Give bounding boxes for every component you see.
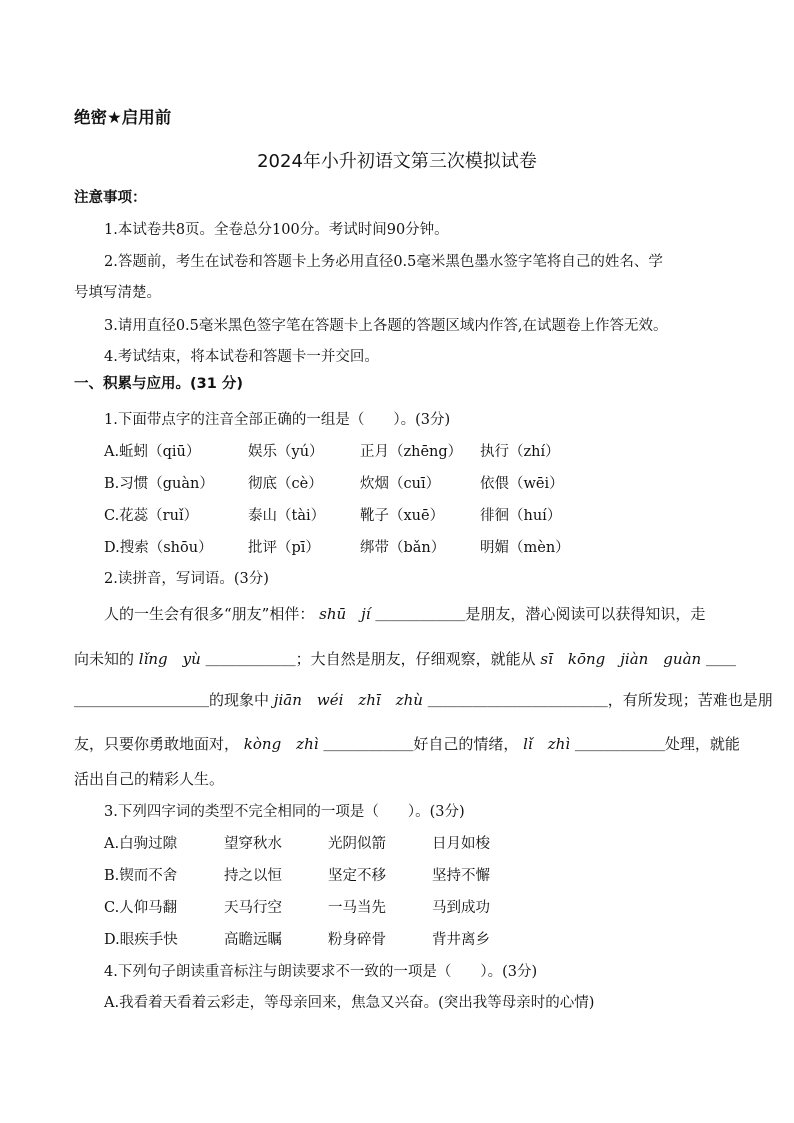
option-cell: 绑带（bǎn） — [360, 540, 446, 556]
question-2-line — [74, 733, 740, 754]
notes-heading: 注意事项： — [74, 190, 147, 206]
question-1-stem: 1.下面带点字的注音全部正确的一组是（ ）。(3分) — [104, 412, 451, 428]
option-cell: 彻底（cè） — [248, 476, 323, 492]
option-cell: B.锲而不舍 — [104, 868, 178, 884]
note-item: 4.考试结束，将本试卷和答题卡一并交回。 — [104, 349, 379, 365]
section-heading: 一、积累与应用。(31 分) — [74, 376, 243, 392]
option-cell: 粉身碎骨 — [328, 932, 386, 948]
text-run: 向未知的 — [74, 650, 135, 668]
option-cell: 望穿秋水 — [224, 836, 282, 852]
question-4-stem: 4.下列句子朗读重音标注与朗读要求不一致的一项是（ ）。(3分) — [104, 964, 538, 980]
text-run: ＿＿＿＿＿＿；大自然是朋友，仔细观察，就能从 — [205, 650, 536, 668]
option-cell: 依偎（wēi） — [480, 476, 564, 492]
note-item: 1.本试卷共8页。全卷总分100分。考试时间90分钟。 — [104, 222, 449, 238]
page-title: 2024年小升初语文第三次模拟试卷 — [257, 151, 537, 172]
pinyin-prompt: kòng zhì — [243, 735, 319, 753]
pinyin-prompt: sī kōng jiàn guàn — [540, 650, 702, 668]
question-4-option-a: A.我看着天看着云彩走，等母亲回来，焦急又兴奋。(突出我等母亲时的心情) — [104, 995, 595, 1011]
option-cell: 光阴似箭 — [328, 836, 386, 852]
confidential-label: 绝密★启用前 — [74, 108, 172, 127]
option-cell: 背井离乡 — [432, 932, 490, 948]
option-cell: 执行（zhí） — [480, 444, 560, 460]
option-cell: 日月如梭 — [432, 836, 490, 852]
pinyin-prompt: shū jí — [319, 605, 371, 623]
note-item-continued: 号填写清楚。 — [74, 285, 161, 301]
option-cell: B.习惯（guàn） — [104, 476, 214, 492]
option-cell: A.白驹过隙 — [104, 836, 178, 852]
pinyin-prompt: lǐ zhì — [523, 735, 571, 753]
option-cell: A.蚯蚓（qiū） — [104, 444, 201, 460]
question-2-line: 活出自己的精彩人生。 — [74, 770, 225, 788]
option-cell: 天马行空 — [224, 900, 282, 916]
note-item: 2.答题前，考生在试卷和答题卡上务必用直径0.5毫米黑色墨水签字笔将自己的姓名、学 — [104, 254, 663, 270]
question-3-stem: 3.下列四字词的类型不完全相同的一项是（ ）。(3分) — [104, 804, 465, 820]
pinyin-prompt: lǐng yù — [138, 650, 201, 668]
text-run: 友，只要你勇敢地面对， — [74, 735, 240, 753]
option-cell: 娱乐（yú） — [248, 444, 324, 460]
text-run: ＿＿ — [705, 650, 736, 668]
option-cell: 徘徊（huí） — [480, 508, 562, 524]
option-cell: 泰山（tài） — [248, 508, 326, 524]
question-2-line — [74, 689, 773, 710]
option-cell: C.花蕊（ruǐ） — [104, 508, 199, 524]
note-item: 3.请用直径0.5毫米黑色签字笔在答题卡上各题的答题区域内作答,在试题卷上作答无效。 — [104, 318, 668, 334]
option-cell: D.眼疾手快 — [104, 932, 178, 948]
option-cell: 坚定不移 — [328, 868, 386, 884]
option-cell: 批评（pī） — [248, 540, 320, 556]
question-2-line — [74, 648, 736, 669]
option-cell: 明媚（mèn） — [480, 540, 570, 556]
text-run: ＿＿＿＿＿＿是朋友，潜心阅读可以获得知识，走 — [375, 605, 706, 623]
option-cell: C.人仰马翻 — [104, 900, 178, 916]
text-run: ＿＿＿＿＿＿＿＿＿的现象中 — [74, 691, 270, 709]
option-cell: 正月（zhēng） — [360, 444, 463, 460]
option-cell: 炊烟（cuī） — [360, 476, 441, 492]
question-2-stem: 2.读拼音，写词语。(3分) — [104, 571, 269, 587]
text-run: ＿＿＿＿＿＿＿＿＿＿＿＿，有所发现；苦难也是朋 — [427, 691, 773, 709]
text-run: ＿＿＿＿＿＿处理，就能 — [574, 735, 740, 753]
option-cell: 持之以恒 — [224, 868, 282, 884]
option-cell: 一马当先 — [328, 900, 386, 916]
option-cell: 马到成功 — [432, 900, 490, 916]
option-cell: 靴子（xuē） — [360, 508, 445, 524]
pinyin-prompt: jiān wéi zhī zhù — [273, 691, 423, 709]
option-cell: 坚持不懈 — [432, 868, 490, 884]
option-cell: D.搜索（shōu） — [104, 540, 213, 556]
text-run: 人的一生会有很多“朋友”相伴： — [104, 605, 315, 623]
option-cell: 高瞻远瞩 — [224, 932, 282, 948]
question-2-line — [104, 603, 705, 624]
text-run: ＿＿＿＿＿＿好自己的情绪， — [323, 735, 519, 753]
